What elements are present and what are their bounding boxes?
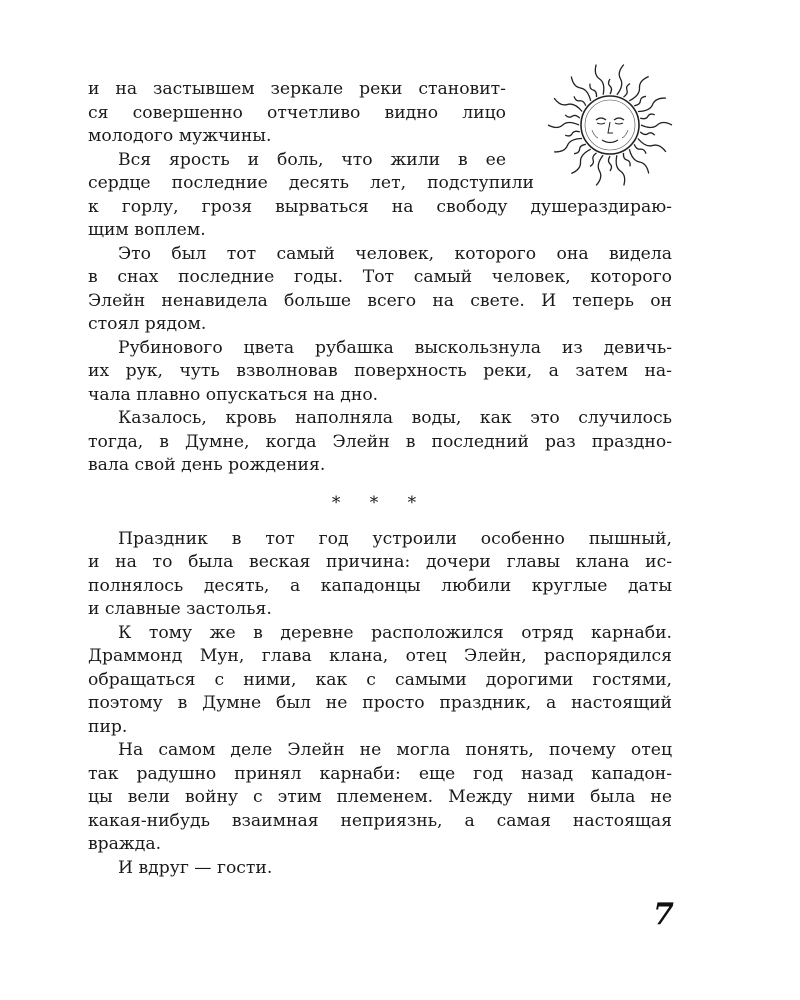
text-line: и на застывшем зеркале реки становит-: [88, 79, 506, 99]
text-line: и славные застолья.: [88, 599, 272, 619]
text-line: Вся ярость и боль, что жили в ее: [118, 149, 506, 170]
text-line: Это был тот самый человек, которого она видела: [118, 243, 672, 264]
text-line: На самом деле Элейн не могла понять, почему отец: [118, 740, 672, 760]
text-line: так радушно принял карнаби: еще год назад кападон-: [88, 763, 672, 784]
text-line: их рук, чуть взволновав поверхность реки, а затем на-: [88, 361, 672, 381]
text-line: сердце последние десять лет, подступили: [88, 173, 534, 193]
text-line: и на то была веская причина: дочери главы клана ис-: [88, 552, 672, 572]
text-block-before-separator: [88, 78, 672, 478]
text-line: Праздник в тот год устроили особенно пышный,: [118, 528, 672, 549]
text-line: к горлу, грозя вырваться на свободу душераздираю-: [88, 196, 672, 217]
text-line: Казалось, кровь наполняла воды, как это случилось: [118, 408, 672, 428]
text-line: Элейн ненавидела больше всего на свете. И теперь он: [88, 290, 672, 311]
page-body: [88, 78, 672, 880]
text-line: Драммонд Мун, глава клана, отец Элейн, распорядился: [88, 646, 672, 666]
text-line: чала плавно опускаться на дно.: [88, 384, 379, 405]
text-line: стоял рядом.: [88, 314, 207, 334]
text-block-after-separator: [88, 528, 672, 881]
text-line: И вдруг — гости.: [118, 857, 273, 878]
text-line: какая-нибудь взаимная неприязнь, а самая настоящая: [88, 810, 672, 831]
text-line: тогда, в Думне, когда Элейн в последний раз праздно-: [88, 431, 672, 452]
text-line: молодого мужчины.: [88, 126, 272, 146]
text-line: щим воплем.: [88, 220, 206, 240]
text-line: полнялось десять, а кападонцы любили круглые даты: [88, 575, 672, 596]
text-line: цы вели войну с этим племенем. Между ними была не: [88, 787, 672, 807]
text-line: К тому же в деревне расположился отряд карнаби.: [118, 622, 672, 643]
text-line: пир.: [88, 716, 128, 737]
text-line: вала свой день рождения.: [88, 455, 326, 475]
text-line: вражда.: [88, 834, 162, 854]
text-line: поэтому в Думне был не просто праздник, а настоящий: [88, 693, 672, 713]
text-line: ся совершенно отчетливо видно лицо: [88, 102, 506, 123]
section-separator: * * *: [331, 492, 429, 513]
page-number: 7: [653, 897, 674, 932]
text-line: Рубинового цвета рубашка выскользнула из девичь-: [118, 337, 672, 358]
text-line: в снах последние годы. Тот самый человек, которого: [88, 267, 672, 287]
text-line: обращаться с ними, как с самыми дорогими гостями,: [88, 669, 672, 690]
